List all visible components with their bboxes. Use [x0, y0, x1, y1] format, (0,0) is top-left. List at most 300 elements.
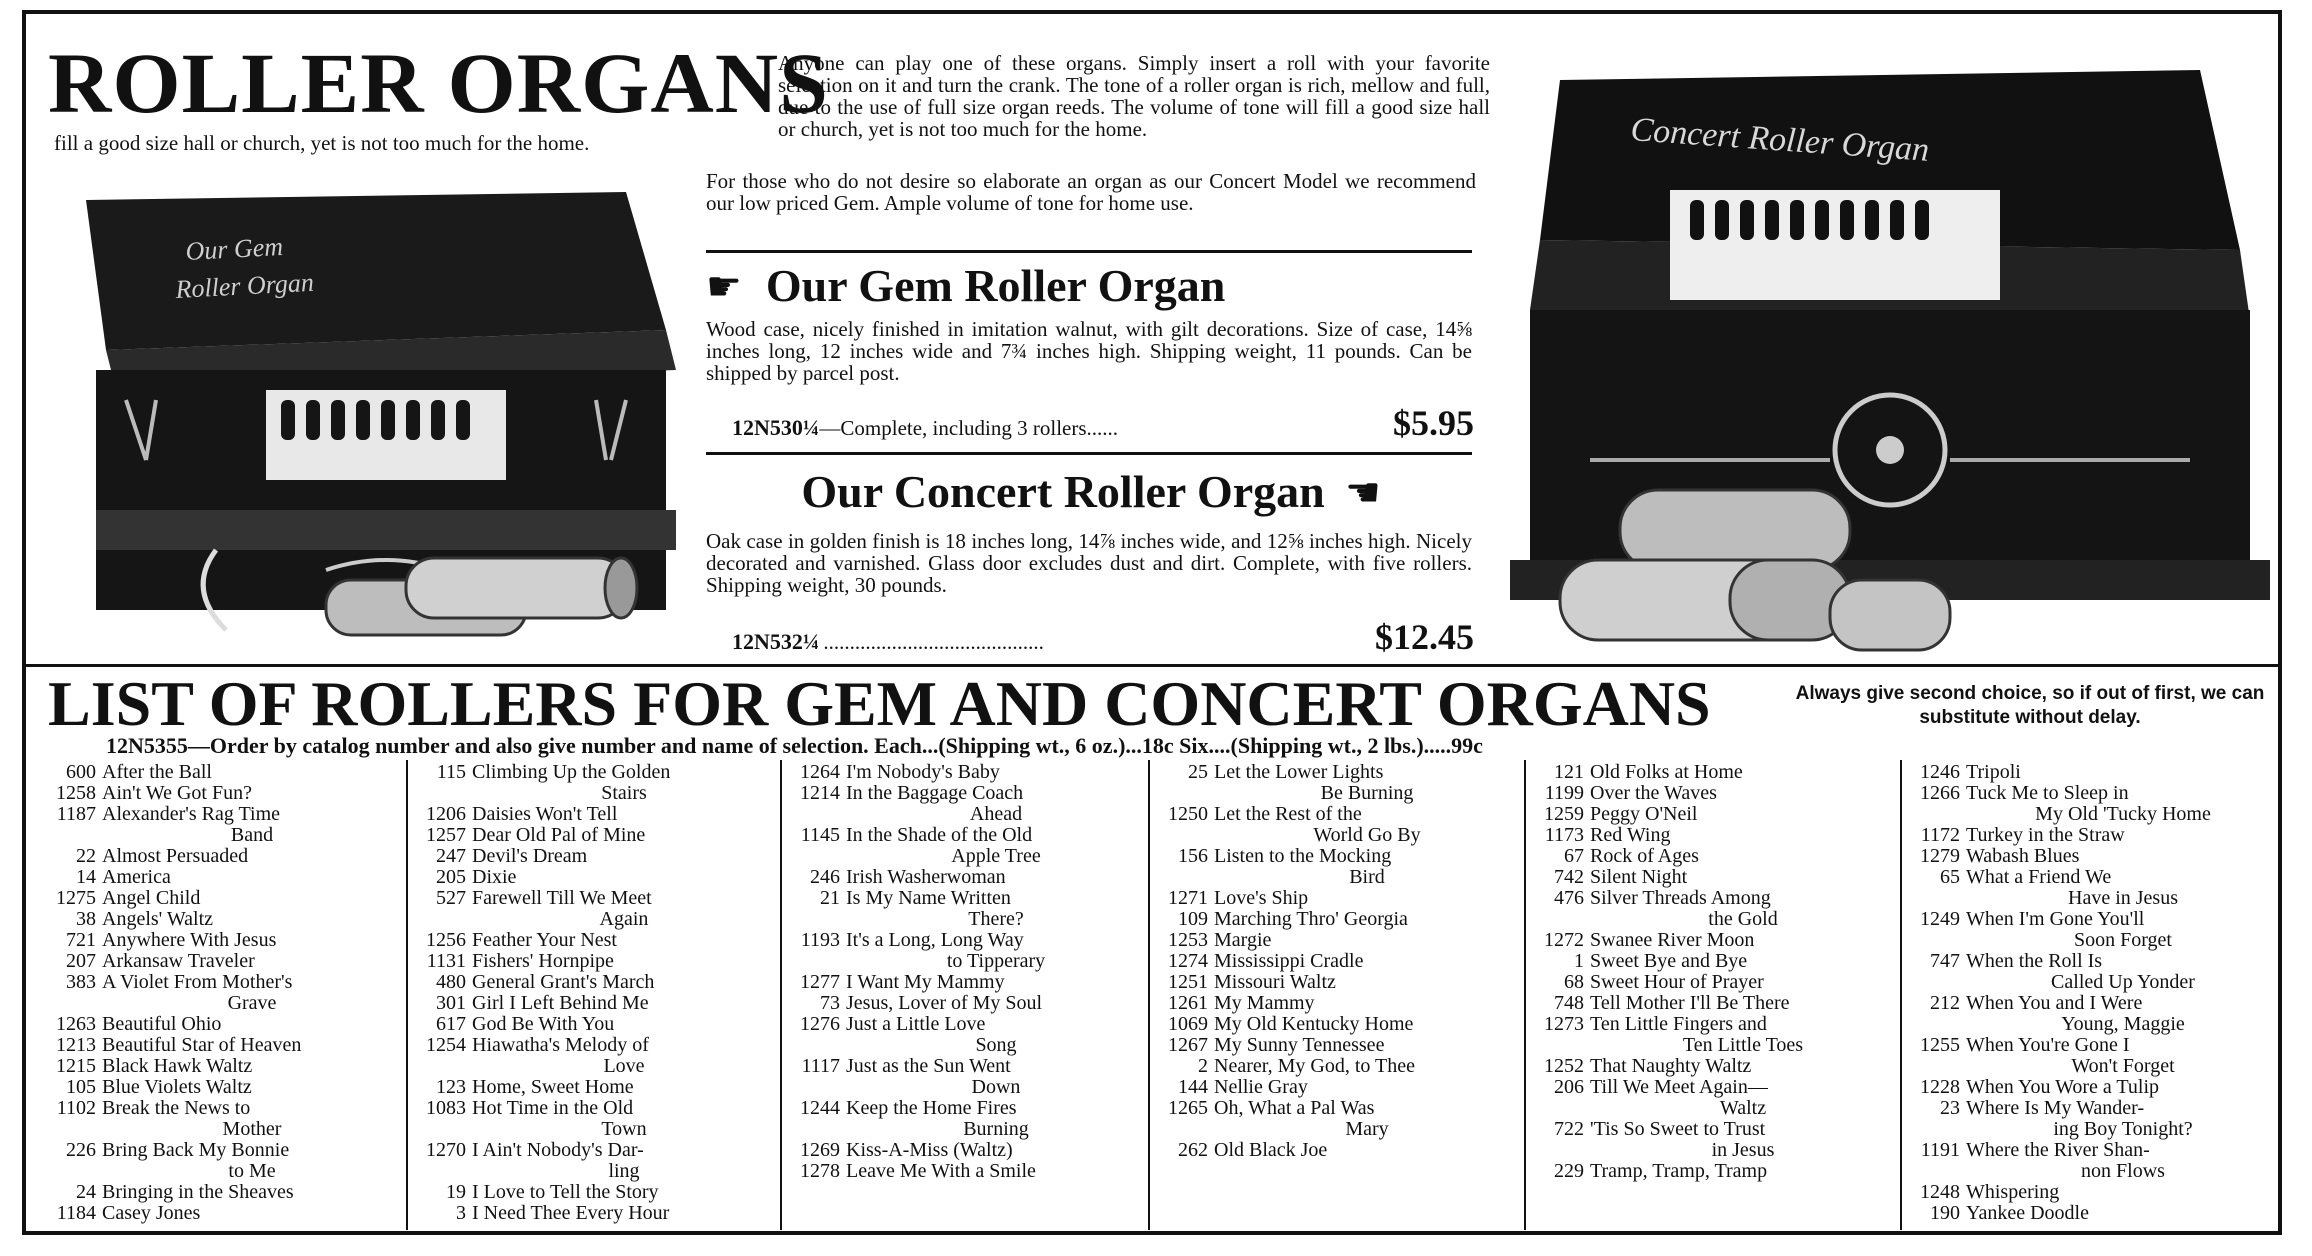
roller-title [102, 867, 402, 888]
roller-title-line: I'm Nobody's Baby [846, 761, 1000, 783]
roller-list-item [1528, 888, 1896, 930]
roller-list-item [1528, 1014, 1896, 1056]
roller-title-line: Dixie [472, 866, 517, 888]
roller-title-line: Let the Rest of the [1214, 803, 1362, 825]
roller-list-item [40, 1077, 402, 1098]
roller-number: 1279 [1920, 845, 1960, 867]
roller-title [846, 1098, 1146, 1140]
roller-number: 1214 [800, 782, 840, 804]
roller-number: 1258 [56, 782, 96, 804]
roller-title [102, 1098, 402, 1140]
roller-list-item [40, 951, 402, 972]
order-instructions: 12N5355—Order by catalog number and also give number and name of selection. Each...(Shipping wt., 6 oz.)...18c Six....(Shipping wt., 2 lbs.).....99c [106, 733, 1483, 758]
roller-number: 115 [436, 761, 466, 783]
roller-title-continuation: Waltz [1719, 1097, 1767, 1119]
roller-number: 1145 [800, 824, 840, 846]
roller-title-line: What a Friend We [1966, 866, 2112, 888]
roller-list-item [1528, 930, 1896, 951]
column-divider [406, 760, 408, 1230]
roller-number: 1193 [800, 929, 840, 951]
divider [24, 1232, 2282, 1235]
roller-list-item [784, 1098, 1146, 1140]
roller-title-line: Rock of Ages [1590, 845, 1699, 867]
roller-list-item [410, 930, 776, 951]
roller-title-line: Sweet Bye and Bye [1590, 950, 1748, 972]
roller-column [410, 762, 776, 1227]
roller-list-item [410, 1098, 776, 1140]
roller-number: 1246 [1920, 761, 1960, 783]
roller-number: 121 [1554, 761, 1584, 783]
roller-title-continuation: Apple Tree [951, 845, 1041, 867]
roller-number: 109 [1178, 908, 1208, 930]
roller-list-item [1152, 972, 1520, 993]
roller-title-continuation: There? [968, 908, 1024, 930]
svg-text:Our Gem: Our Gem [184, 231, 284, 266]
roller-title-line: Blue Violets Waltz [102, 1076, 252, 1098]
roller-title-line: When You and I Were [1966, 992, 2143, 1014]
roller-title-line: Ten Little Fingers and [1590, 1013, 1767, 1035]
roller-title [1214, 909, 1520, 930]
roller-list-item [1904, 1140, 2280, 1182]
roller-number: 1173 [1544, 824, 1584, 846]
roller-title-line: Peggy O'Neil [1590, 803, 1698, 825]
roller-list-item [1528, 993, 1896, 1014]
roller-title-continuation: to Me [228, 1160, 276, 1182]
roller-title-line: Jesus, Lover of My Soul [846, 992, 1043, 1014]
roller-list-item [784, 783, 1146, 825]
roller-title-continuation: Town [601, 1118, 647, 1140]
roller-title [472, 951, 776, 972]
roller-title [1590, 1077, 1896, 1119]
roller-number: 3 [456, 1202, 466, 1224]
roller-title [846, 1056, 1146, 1098]
roller-number: 1131 [426, 950, 466, 972]
roller-list-item [40, 804, 402, 846]
roller-title-line: Break the News to [102, 1097, 251, 1119]
roller-list-item [784, 993, 1146, 1014]
roller-title [1214, 1014, 1520, 1035]
roller-title-line: Love's Ship [1214, 887, 1309, 909]
concert-catalog-number: 12N532¼ [732, 629, 820, 654]
roller-title [1590, 1014, 1896, 1056]
rollers-list-title: LIST OF ROLLERS FOR GEM AND CONCERT ORGANS [48, 668, 1711, 739]
roller-title [1966, 762, 2280, 783]
roller-title [1214, 993, 1520, 1014]
roller-number: 1213 [56, 1034, 96, 1056]
roller-title-continuation: Bird [1349, 866, 1385, 888]
roller-title-line: Keep the Home Fires [846, 1097, 1017, 1119]
divider [706, 250, 1472, 253]
roller-list-item [1528, 1056, 1896, 1077]
roller-list-item [784, 1014, 1146, 1056]
roller-title-line: Sweet Hour of Prayer [1590, 971, 1764, 993]
roller-number: 212 [1930, 992, 1960, 1014]
roller-title [472, 930, 776, 951]
roller-title [1966, 1182, 2280, 1203]
roller-title [102, 783, 402, 804]
roller-title-line: Anywhere With Jesus [102, 929, 277, 951]
roller-title [102, 888, 402, 909]
roller-title-continuation: Young, Maggie [2061, 1013, 2185, 1035]
gem-price-row [732, 402, 1474, 444]
roller-list-item [1904, 1203, 2280, 1224]
roller-title-continuation: in Jesus [1711, 1139, 1775, 1161]
roller-title-line: I Ain't Nobody's Dar- [472, 1139, 644, 1161]
roller-column [1152, 762, 1520, 1227]
roller-title [1966, 1203, 2280, 1224]
roller-number: 105 [66, 1076, 96, 1098]
roller-number: 722 [1554, 1118, 1584, 1140]
roller-title [1590, 825, 1896, 846]
roller-title-line: In the Shade of the Old [846, 824, 1033, 846]
roller-title [102, 1182, 402, 1203]
roller-title [1590, 1056, 1896, 1077]
roller-number: 1206 [426, 803, 466, 825]
roller-title-line: Where the River Shan- [1966, 1139, 2150, 1161]
roller-title-line: Tell Mother I'll Be There [1590, 992, 1790, 1014]
roller-title-line: When You Wore a Tulip [1966, 1076, 2160, 1098]
roller-title [846, 993, 1146, 1014]
roller-number: 2 [1198, 1055, 1208, 1077]
concert-price-row [732, 616, 1474, 658]
roller-title [472, 888, 776, 930]
roller-title-continuation: to Tipperary [946, 950, 1046, 972]
roller-number: 480 [436, 971, 466, 993]
roller-title-line: Climbing Up the Golden [472, 761, 671, 783]
roller-title [1214, 1098, 1520, 1140]
roller-title-line: Where Is My Wander- [1966, 1097, 2145, 1119]
roller-title-line: Tripoli [1966, 761, 2021, 783]
roller-list-item [1904, 867, 2280, 909]
roller-list-item [1528, 1077, 1896, 1119]
roller-number: 617 [436, 1013, 466, 1035]
roller-title-line: Hiawatha's Melody of [472, 1034, 649, 1056]
roller-list-item [1904, 1077, 2280, 1098]
roller-title-line: I Want My Mammy [846, 971, 1005, 993]
roller-list-item [410, 888, 776, 930]
roller-number: 1 [1574, 950, 1584, 972]
roller-title-line: That Naughty Waltz [1590, 1055, 1752, 1077]
roller-title-line: I Love to Tell the Story [472, 1181, 659, 1203]
roller-list-item [1152, 1056, 1520, 1077]
roller-list-item [410, 1014, 776, 1035]
roller-list-item [1904, 1182, 2280, 1203]
roller-number: 1117 [801, 1055, 840, 1077]
roller-list-item [410, 1140, 776, 1182]
roller-number: 1244 [800, 1097, 840, 1119]
roller-list-item [40, 1035, 402, 1056]
roller-list-item [1528, 1161, 1896, 1182]
roller-number: 247 [436, 845, 466, 867]
roller-number: 1275 [56, 887, 96, 909]
roller-title-line: Margie [1214, 929, 1272, 951]
roller-title [1590, 888, 1896, 930]
roller-list-item [40, 762, 402, 783]
roller-title-line: Leave Me With a Smile [846, 1160, 1036, 1182]
roller-title [102, 1014, 402, 1035]
pointing-hand-left-icon: ☛ [1344, 469, 1381, 515]
roller-title [102, 1203, 402, 1224]
roller-title [1590, 930, 1896, 951]
roller-title [472, 1014, 776, 1035]
roller-title-line: Nearer, My God, to Thee [1214, 1055, 1415, 1077]
roller-title [1214, 1077, 1520, 1098]
roller-list-item [1528, 783, 1896, 804]
roller-title-line: Casey Jones [102, 1202, 201, 1224]
roller-title-line: Swanee River Moon [1590, 929, 1755, 951]
roller-column [1904, 762, 2280, 1227]
roller-title [472, 762, 776, 804]
roller-title-continuation: Ten Little Toes [1682, 1034, 1804, 1056]
roller-list-item [1152, 762, 1520, 804]
roller-number: 1263 [56, 1013, 96, 1035]
roller-title [1966, 1035, 2280, 1077]
roller-number: 1184 [56, 1202, 96, 1224]
roller-title-line: Home, Sweet Home [472, 1076, 634, 1098]
roller-list-item [40, 867, 402, 888]
column-divider [1148, 760, 1150, 1230]
roller-number: 1256 [426, 929, 466, 951]
roller-title-line: Mississippi Cradle [1214, 950, 1364, 972]
roller-number: 144 [1178, 1076, 1208, 1098]
roller-title-line: When You're Gone I [1966, 1034, 2130, 1056]
roller-list-item [410, 972, 776, 993]
roller-title-line: Black Hawk Waltz [102, 1055, 253, 1077]
roller-list-item [410, 825, 776, 846]
roller-number: 190 [1930, 1202, 1960, 1224]
concert-organ-illustration [1500, 40, 2270, 660]
roller-title [102, 1077, 402, 1098]
roller-number: 229 [1554, 1160, 1584, 1182]
roller-title [1966, 993, 2280, 1035]
roller-title [472, 825, 776, 846]
roller-list-item [1528, 1119, 1896, 1161]
roller-number: 1270 [426, 1139, 466, 1161]
roller-list-item [40, 1140, 402, 1182]
roller-column [784, 762, 1146, 1227]
roller-list-item [410, 804, 776, 825]
roller-list-item [1904, 1035, 2280, 1077]
roller-number: 1083 [426, 1097, 466, 1119]
roller-title-line: Turkey in the Straw [1966, 824, 2125, 846]
column-divider [1900, 760, 1902, 1230]
roller-title [846, 1014, 1146, 1056]
roller-title-line: Beautiful Star of Heaven [102, 1034, 302, 1056]
roller-number: 1187 [56, 803, 96, 825]
roller-list-item [784, 867, 1146, 888]
roller-title-line: Dear Old Pal of Mine [472, 824, 646, 846]
roller-title [1214, 1056, 1520, 1077]
roller-number: 226 [66, 1139, 96, 1161]
roller-number: 1249 [1920, 908, 1960, 930]
roller-title [472, 1035, 776, 1077]
roller-title-continuation: ling [608, 1160, 640, 1182]
roller-title-continuation: Soon Forget [2074, 929, 2172, 951]
roller-title-continuation: non Flows [2081, 1160, 2165, 1182]
roller-title [1214, 1035, 1520, 1056]
roller-number: 65 [1940, 866, 1960, 888]
roller-number: 1251 [1168, 971, 1208, 993]
roller-list-item [410, 762, 776, 804]
roller-list-item [1528, 762, 1896, 783]
roller-number: 1253 [1168, 929, 1208, 951]
roller-number: 1248 [1920, 1181, 1960, 1203]
roller-title-line: Girl I Left Behind Me [472, 992, 649, 1014]
roller-list-item [784, 825, 1146, 867]
roller-number: 527 [436, 887, 466, 909]
roller-title [102, 804, 402, 846]
roller-number: 1277 [800, 971, 840, 993]
roller-column [1528, 762, 1896, 1227]
roller-title [1590, 1161, 1896, 1182]
roller-list-item [1528, 867, 1896, 888]
concert-price: $12.45 [1375, 617, 1474, 657]
roller-title-line: Bringing in the Sheaves [102, 1181, 294, 1203]
roller-title [1966, 783, 2280, 825]
gem-heading: Our Gem Roller Organ [765, 260, 1226, 311]
roller-title [472, 972, 776, 993]
roller-title-line: Almost Persuaded [102, 845, 249, 867]
roller-title-line: Kiss-A-Miss (Waltz) [846, 1139, 1013, 1161]
roller-number: 156 [1178, 845, 1208, 867]
roller-title-continuation: Stairs [601, 782, 647, 804]
roller-number: 742 [1554, 866, 1584, 888]
roller-title-line: Nellie Gray [1214, 1076, 1308, 1098]
concert-heading-row [706, 464, 1476, 520]
roller-title-line: After the Ball [102, 761, 212, 783]
roller-title-continuation: Burning [963, 1118, 1029, 1140]
roller-title-line: Over the Waves [1590, 782, 1717, 804]
roller-title-continuation: Grave [227, 992, 277, 1014]
roller-number: 21 [820, 887, 840, 909]
roller-title-line: My Old Kentucky Home [1214, 1013, 1414, 1035]
roller-number: 1269 [800, 1139, 840, 1161]
roller-list-item [1152, 888, 1520, 909]
roller-title-continuation: Have in Jesus [2068, 887, 2178, 909]
roller-column [40, 762, 402, 1227]
roller-title-line: When the Roll Is [1966, 950, 2103, 972]
roller-number: 1265 [1168, 1097, 1208, 1119]
roller-number: 1271 [1168, 887, 1208, 909]
roller-title-line: Silver Threads Among [1590, 887, 1771, 909]
roller-list-item [1528, 804, 1896, 825]
roller-number: 22 [76, 845, 96, 867]
roller-title-line: Angels' Waltz [102, 908, 214, 930]
roller-title [102, 1056, 402, 1077]
roller-number: 721 [66, 929, 96, 951]
roller-title-line: Let the Lower Lights [1214, 761, 1384, 783]
roller-title [1966, 909, 2280, 951]
roller-title-line: Listen to the Mocking [1214, 845, 1392, 867]
roller-list-item [784, 1140, 1146, 1161]
page-title: ROLLER ORGANS [48, 35, 829, 131]
roller-number: 207 [66, 950, 96, 972]
roller-list-item [1152, 1014, 1520, 1035]
roller-title-line: Whispering [1966, 1181, 2060, 1203]
roller-title-line: Daisies Won't Tell [472, 803, 618, 825]
roller-title-continuation: Down [971, 1076, 1021, 1098]
roller-title [1966, 1140, 2280, 1182]
roller-title [1214, 951, 1520, 972]
roller-title-continuation: World Go By [1313, 824, 1421, 846]
roller-title [846, 867, 1146, 888]
roller-title [102, 951, 402, 972]
roller-list-item [40, 972, 402, 1014]
roller-number: 206 [1554, 1076, 1584, 1098]
roller-title [1214, 930, 1520, 951]
roller-number: 1274 [1168, 950, 1208, 972]
roller-title [846, 972, 1146, 993]
roller-list-item [1152, 930, 1520, 951]
roller-list-item [40, 1098, 402, 1140]
roller-number: 1069 [1168, 1013, 1208, 1035]
roller-title-continuation: Mother [222, 1118, 282, 1140]
roller-title-line: Tramp, Tramp, Tramp [1590, 1160, 1768, 1182]
roller-title [1590, 846, 1896, 867]
roller-number: 123 [436, 1076, 466, 1098]
roller-title [1214, 846, 1520, 888]
roller-title-line: Feather Your Nest [472, 929, 617, 951]
roller-number: 24 [76, 1181, 96, 1203]
roller-number: 1250 [1168, 803, 1208, 825]
roller-title-line: Fishers' Hornpipe [472, 950, 614, 972]
roller-list-item [40, 1014, 402, 1035]
substitution-note: Always give second choice, so if out of first, we can substitute without delay. [1795, 683, 2265, 728]
roller-title [472, 993, 776, 1014]
roller-list-item [784, 930, 1146, 972]
roller-number: 1252 [1544, 1055, 1584, 1077]
roller-title-line: Old Folks at Home [1590, 761, 1743, 783]
roller-number: 1191 [1920, 1139, 1960, 1161]
svg-text:Concert Roller Organ: Concert Roller Organ [1629, 111, 1931, 169]
roller-number: 1276 [800, 1013, 840, 1035]
divider [706, 452, 1472, 455]
roller-title-line: A Violet From Mother's [102, 971, 293, 993]
roller-title-line: Marching Thro' Georgia [1214, 908, 1408, 930]
roller-title [846, 825, 1146, 867]
roller-title-line: Just as the Sun Went [846, 1055, 1011, 1077]
roller-title [102, 762, 402, 783]
roller-list-item [1528, 846, 1896, 867]
roller-number: 301 [436, 992, 466, 1014]
roller-list-item [1152, 1077, 1520, 1098]
roller-title [1966, 1077, 2280, 1098]
roller-list-item [40, 1203, 402, 1224]
roller-list-item [1904, 993, 2280, 1035]
concert-catalog-text: .......................................... [823, 630, 1044, 654]
roller-title-line: Hot Time in the Old [472, 1097, 634, 1119]
roller-title-continuation: Song [975, 1034, 1017, 1056]
roller-number: 19 [446, 1181, 466, 1203]
roller-list-item [1152, 993, 1520, 1014]
roller-title [472, 867, 776, 888]
roller-title [1214, 762, 1520, 804]
roller-title [1214, 888, 1520, 909]
roller-title-line: Ain't We Got Fun? [102, 782, 252, 804]
roller-number: 38 [76, 908, 96, 930]
roller-number: 262 [1178, 1139, 1208, 1161]
roller-number: 383 [66, 971, 96, 993]
roller-title-line: 'Tis So Sweet to Trust [1590, 1118, 1766, 1140]
roller-title-line: Red Wing [1590, 824, 1671, 846]
roller-list-item [1152, 1098, 1520, 1140]
roller-number: 1261 [1168, 992, 1208, 1014]
roller-title [1590, 804, 1896, 825]
roller-list-item [40, 846, 402, 867]
roller-title [102, 1035, 402, 1056]
roller-title-line: Old Black Joe [1214, 1139, 1328, 1161]
roller-number: 14 [76, 866, 96, 888]
